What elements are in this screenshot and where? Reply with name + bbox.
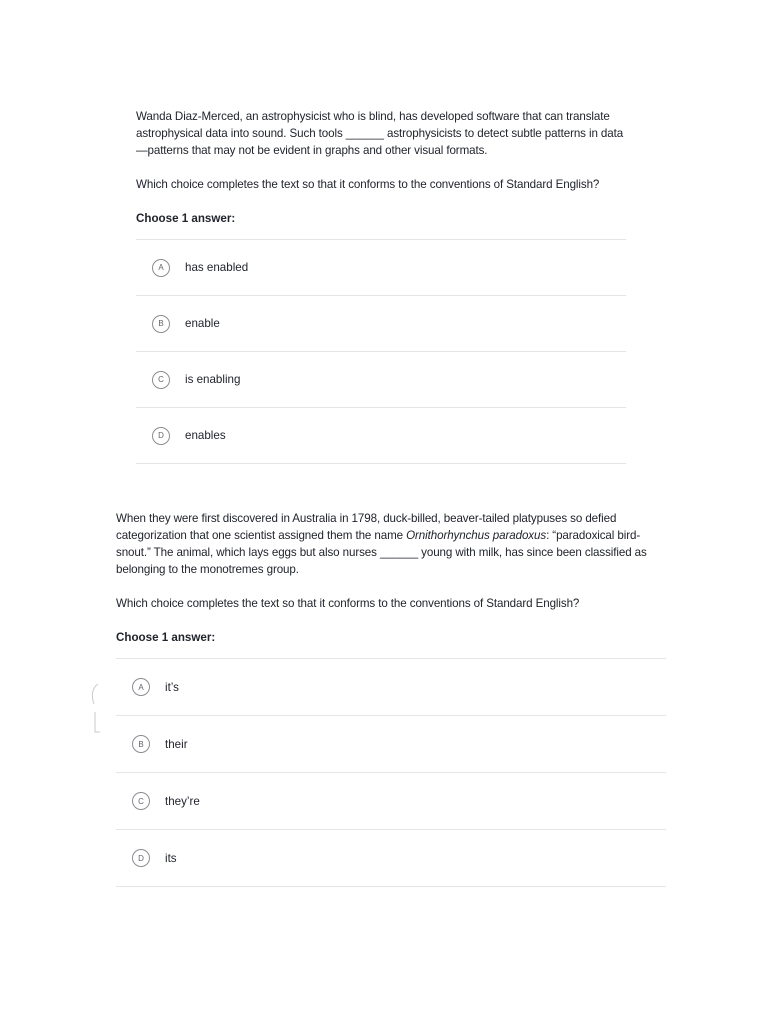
- choice-a[interactable]: [136, 240, 626, 296]
- choice-c[interactable]: [136, 352, 626, 408]
- passage-italic-text: Ornithorhynchus paradoxus: [406, 529, 547, 542]
- choose-label: Choose 1 answer:: [116, 631, 216, 644]
- choose-label: Choose 1 answer:: [136, 212, 236, 225]
- choice-text: is enabling: [185, 373, 241, 386]
- choice-b[interactable]: [116, 716, 666, 773]
- question-2: [116, 510, 666, 887]
- choice-letter-circle[interactable]: D: [132, 849, 150, 867]
- question-1-passage: [136, 108, 626, 159]
- choice-letter-circle[interactable]: A: [132, 678, 150, 696]
- question-2-prompt: Which choice completes the text so that it conforms to the conventions of Standard English?: [116, 597, 580, 610]
- choice-text: they’re: [165, 794, 200, 808]
- choice-text: its: [165, 851, 177, 865]
- question-1: [136, 108, 626, 464]
- question-2-passage: [116, 510, 666, 578]
- choice-text: it’s: [165, 680, 179, 694]
- passage-text: When they were first discovered in Australia in 1798, duck-billed, beaver-tailed platypuses so defied categorization that one scientist assigned them the name: [116, 512, 617, 542]
- choice-letter-circle[interactable]: C: [132, 792, 150, 810]
- choice-d[interactable]: [136, 408, 626, 464]
- passage-text: Wanda Diaz-Merced, an astrophysicist who is blind, has developed software that can translate astrophysical data into sound. Such tools ______ astrophysicists to detect subtle patterns in data —patterns that may not be evident in graphs and other visual formats.: [136, 110, 624, 157]
- choice-letter-circle[interactable]: C: [152, 371, 170, 389]
- choice-text: enables: [185, 429, 226, 442]
- choice-text: has enabled: [185, 261, 249, 274]
- choice-text: enable: [185, 317, 220, 330]
- question-1-prompt: Which choice completes the text so that it conforms to the conventions of Standard English?: [136, 178, 600, 191]
- passage-text: : “paradoxical bird-snout.” The animal, which lays eggs but also nurses ______ young with milk, has since been classified as belonging to the monotremes group.: [116, 529, 647, 576]
- choice-b[interactable]: [136, 296, 626, 352]
- margin-bracket-mark: [88, 682, 102, 734]
- choice-a[interactable]: [116, 659, 666, 716]
- choice-text: their: [165, 737, 188, 751]
- answer-choices: [116, 658, 666, 887]
- answer-choices: [136, 239, 626, 464]
- choice-letter-circle[interactable]: B: [132, 735, 150, 753]
- choice-c[interactable]: [116, 773, 666, 830]
- choice-d[interactable]: [116, 830, 666, 887]
- choice-letter-circle[interactable]: D: [152, 427, 170, 445]
- choice-letter-circle[interactable]: B: [152, 315, 170, 333]
- choice-letter-circle[interactable]: A: [152, 259, 170, 277]
